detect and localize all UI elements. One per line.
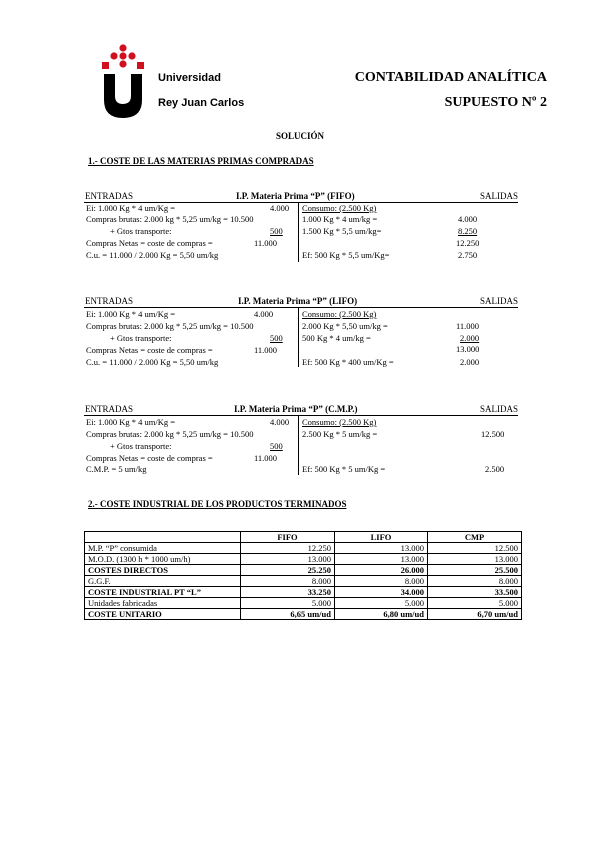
row-label: COSTE UNITARIO [85,609,241,620]
lifo-right-subtotal: 13.000 [456,344,480,354]
row-label: Unidades fabricadas [85,598,241,609]
fifo-left-value: 4.000 [270,203,290,213]
cell-lifo: 13.000 [335,554,428,565]
cell-lifo: 8.000 [335,576,428,587]
row-label: G.G.F. [85,576,241,587]
fifo-consumo: Consumo: (2.500 Kg) [302,203,377,213]
fifo-right-row: Ef: 500 Kg * 5,5 um/Kg= [302,250,390,260]
cell-cmp: 33.500 [428,587,522,598]
lifo-left-row: + Gtos transporte: [110,333,172,343]
lifo-left-value: 4.000 [254,309,274,319]
lifo-salidas: SALIDAS [479,296,518,306]
fifo-right-value: 8.250 [458,226,478,236]
fifo-left-value: 11.000 [254,238,278,248]
cell-lifo: 5.000 [335,598,428,609]
fifo-left-row: C.u. = 11.000 / 2.000 Kg = 5,50 um/kg [86,250,219,260]
cmp-right-value: 2.500 [485,464,505,474]
fifo-left-row: + Gtos transporte: [110,226,172,236]
cell-fifo: 6,65 um/ud [241,609,335,620]
fifo-right-row: 1.500 Kg * 5,5 um/kg= [302,226,382,236]
lifo-right-value: 2.000 [460,357,480,367]
lifo-left-row: Compras brutas: 2.000 kg * 5,25 um/kg = 10.500 [86,321,254,331]
fifo-right-row: 1.000 Kg * 4 um/kg = [302,214,378,224]
page-title: CONTABILIDAD ANALÍTICA [354,70,547,85]
cmp-left-row: Compras Netas = coste de compras = [86,453,213,463]
lifo-left-value: 500 [270,333,283,343]
cmp-left-row: Ei: 1.000 Kg * 4 um/Kg = [86,417,176,427]
table-header-row [85,532,522,543]
cell-fifo: 5.000 [241,598,335,609]
cell-fifo: 25.250 [241,565,335,576]
lifo-right-row: Ef: 500 Kg * 400 um/Kg = [302,357,394,367]
cmp-right-row: Ef: 500 Kg * 5 um/Kg = [302,464,386,474]
lifo-left-value: 11.000 [254,345,278,355]
page-subtitle: SUPUESTO Nº 2 [444,95,547,110]
university-name-line1: Universidad [158,72,221,84]
row-label: M.P. “P” consumida [85,543,241,554]
fifo-left-row: Compras Netas = coste de compras = [86,238,213,248]
cell-lifo: 13.000 [335,543,428,554]
fifo-right-value: 2.750 [458,250,478,260]
table-row [85,565,522,576]
col-header-fifo: FIFO [241,532,335,543]
cmp-right-value: 12.500 [481,429,505,439]
cell-lifo: 34.000 [335,587,428,598]
urjc-logo [100,42,146,122]
cmp-title: I.P. Materia Prima “P” (C.M.P.) [234,404,358,414]
cmp-entradas: ENTRADAS [85,404,134,414]
cmp-left-value: 500 [270,441,283,451]
row-label: COSTES DIRECTOS [85,565,241,576]
row-label: M.O.D. (1300 h * 1000 um/h) [85,554,241,565]
cell-fifo: 8.000 [241,576,335,587]
cell-cmp: 6,70 um/ud [428,609,522,620]
fifo-left-value: 500 [270,226,283,236]
lifo-left-row: C.u. = 11.000 / 2.000 Kg = 5,50 um/kg [86,357,219,367]
cell-fifo: 13.000 [241,554,335,565]
col-header-cmp: CMP [428,532,522,543]
cmp-consumo: Consumo: (2.500 Kg) [302,417,377,427]
lifo-left-row: Compras Netas = coste de compras = [86,345,213,355]
section1-title: 1.- COSTE DE LAS MATERIAS PRIMAS COMPRADAS [88,156,314,166]
lifo-right-value: 2.000 [460,333,480,343]
col-header-lifo: LIFO [335,532,428,543]
cell-cmp: 12.500 [428,543,522,554]
cmp-left-row: Compras brutas: 2.000 kg * 5,25 um/kg = 10.500 [86,429,254,439]
lifo-entradas: ENTRADAS [85,296,134,306]
cmp-left-row: C.M.P. = 5 um/kg [86,464,147,474]
cell-cmp: 13.000 [428,554,522,565]
lifo-right-value: 11.000 [456,321,480,331]
cell-fifo: 12.250 [241,543,335,554]
lifo-consumo: Consumo: (2.500 Kg) [302,309,377,319]
cell-lifo: 6,80 um/ud [335,609,428,620]
cmp-left-value: 11.000 [254,453,278,463]
lifo-title: I.P. Materia Prima “P” (LIFO) [238,296,358,306]
table-row [85,543,522,554]
cmp-salidas: SALIDAS [479,404,518,414]
fifo-entradas: ENTRADAS [85,191,134,201]
table-row [85,554,522,565]
table-row [85,598,522,609]
fifo-right-subtotal: 12.250 [456,238,480,248]
cell-fifo: 33.250 [241,587,335,598]
fifo-salidas: SALIDAS [479,191,518,201]
fifo-right-value: 4.000 [458,214,478,224]
table-corner-cell [85,532,241,543]
lifo-left-row: Ei: 1.000 Kg * 4 um/Kg = [86,309,176,319]
cell-cmp: 25.500 [428,565,522,576]
fifo-left-row: Ei: 1.000 Kg * 4 um/Kg = [86,203,176,213]
section2-title: 2.- COSTE INDUSTRIAL DE LOS PRODUCTOS TERMINADOS [88,499,347,509]
fifo-title: I.P. Materia Prima “P” (FIFO) [236,191,355,201]
table-row [85,587,522,598]
cell-cmp: 8.000 [428,576,522,587]
cell-lifo: 26.000 [335,565,428,576]
table-row [85,609,522,620]
cmp-right-row: 2.500 Kg * 5 um/kg = [302,429,378,439]
university-name-line2: Rey Juan Carlos [158,97,245,109]
lifo-right-row: 2.000 Kg * 5,50 um/kg = [302,321,388,331]
lifo-right-row: 500 Kg * 4 um/kg = [302,333,371,343]
solucion-heading: SOLUCIÓN [276,131,325,141]
cmp-left-row: + Gtos transporte: [110,441,172,451]
industrial-cost-table [84,531,522,620]
cell-cmp: 5.000 [428,598,522,609]
table-row [85,576,522,587]
fifo-left-row: Compras brutas: 2.000 kg * 5,25 um/kg = 10.500 [86,214,254,224]
cmp-left-value: 4.000 [270,417,290,427]
row-label: COSTE INDUSTRIAL PT “L” [85,587,241,598]
